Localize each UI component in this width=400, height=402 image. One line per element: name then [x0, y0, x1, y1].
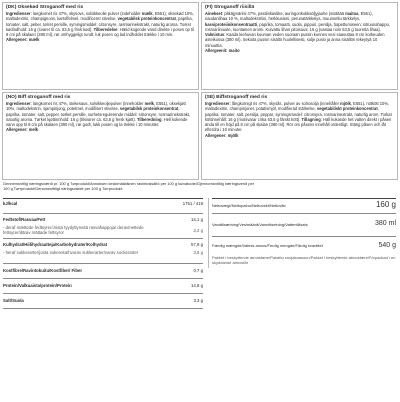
se-text — [205, 101, 394, 133]
dk-title: (DK) Oksekød Stroganoff med ris — [6, 5, 84, 10]
net-weight-row — [212, 199, 396, 213]
pack-text: Pakket i beskyttende atmosfære/Pakattu suojakaasuun/Pakket i beskyttende atmosfære/Förpackad i en skyddande atmosfär — [212, 255, 396, 265]
dk-prep-text: : Hæld kogende vand direkte i posen op til 8 cm på skalaen (380 ml), rør omhyggeligt rundt, luk posen og lad indholdet trække i 10 min. — [6, 26, 194, 38]
nutrition-row — [3, 264, 203, 278]
fi-text — [205, 11, 394, 48]
nutrition-header-line-1: Gennemsnitlig næringsværdi pr. 100 g Tørprodukt/Annoksen keskimääräinen ravintosisältö per 100 g kuivatuote/Gjennomsnittlig næringsverdi per — [3, 181, 255, 186]
ready-value: 540 g — [378, 242, 396, 249]
nutrition-divider — [3, 308, 203, 309]
nutrition-label: Fedtstof/Rasvaa/Fett — [3, 217, 46, 222]
dk-milk: mælk — [141, 11, 153, 16]
no-ingredients-1: : langkornet ris 47%, stekesaus, solsikkeoljepulver (inneholder — [30, 101, 145, 106]
dk-ingredients-3: , paprika, tomater, salt, peber, tørret persille, symingsmiddel: citronsyre, røsmarinekstrakt, naturlig aroma. Tørret kødindhold: 16 g (svarer til ca. 63,5 g frisk kød). — [6, 16, 193, 32]
nutrition-value: 1751 / 419 — [182, 201, 203, 206]
fi-prep-label: Valmistus — [205, 32, 225, 38]
nutrition-table — [3, 198, 203, 309]
side-divider — [208, 198, 209, 268]
fi-veg-protein: kasviproteiinikonsentraatti — [205, 21, 258, 27]
fi-prep-text: : Kaada kiehuvan kuuman veden suoraan pussin kunnes vesi saavuttaa 8 cm korkeuden asteikossa (380 ml). Sekoita pussin sisältö huolellisesti, sulje pussi ja anna sisällön tekeytyä 10 minuuttia. — [205, 32, 385, 48]
dk-ingredients-2: , E551), oksekød 10%, maltodextrin, champignons, kartoffelmel, modificeret stivelse, — [6, 11, 194, 22]
se-ingredients-3: , paprika, tomater, salt, persilja, peppar, syrningsmedel: citronsyra, rosmarinextrakt, naturlig arom. Torkat köttinnehåll: 16 g (motsvarar cirka 63,5 g färskt kött). — [205, 106, 392, 122]
dk-veg-protein: vegetabilsk proteinkoncentrat — [117, 16, 176, 22]
se-milk: mjölk — [340, 101, 351, 106]
ready-row — [212, 237, 396, 255]
se-veg-protein: vegetabiliskt proteinkoncentrat — [316, 106, 378, 112]
water-label: Vandtilsætning/Vesimäärä/Vanntilsetning/Vattentillsats — [212, 222, 308, 227]
nutrition-row — [3, 239, 203, 249]
dk-ingredients-1: : langkornet ris 47%, skysovs, solsikkeolie pulver (indeholder — [30, 11, 142, 16]
nutrition-label: - deraf mættede fedtsyrer/Josta tyydyttyneitä rasvahappoja/ deravmettede fettsyrer/därav mättade fettsyror — [3, 225, 144, 235]
no-milk: melk — [144, 101, 154, 106]
se-prep-label: Tillagning — [301, 116, 321, 122]
nutrition-header — [2, 182, 396, 191]
no-ingredients-label: Ingredienser — [6, 101, 31, 106]
net-weight-value: 160 g — [375, 200, 396, 209]
nutrition-label: kJ/kcal — [3, 201, 18, 206]
fi-panel — [201, 2, 398, 90]
pack-row — [212, 255, 396, 267]
fi-ingredients-3: , paprika, tomaatti, suola, pippuri, persilja, hapettumiseen: sitruunahappo, rosmariiniuute, luontainen aromi. Kuivattu lihan pitoisuus: 16 g (vastaa noin 63,5 g tuoretta lihaa). — [205, 21, 391, 32]
fi-ingredients-1: : pitkäjyväriisi 47%, pastiinkastike, auringonkukkaöljyjauhe (sisältää — [222, 11, 346, 16]
nutrition-value: 2,2 g — [193, 228, 203, 233]
no-allergen: Allergener: melk — [6, 127, 39, 133]
dk-allergen: Allergener: mælk — [6, 37, 40, 43]
nutrition-row — [3, 279, 203, 293]
nutrition-value: 14,8 g — [191, 283, 203, 288]
nutrition-value: 3,6 g — [193, 250, 203, 255]
nutrition-row — [3, 249, 203, 263]
fi-ingredients-label: Ainekset — [205, 11, 223, 16]
nutrition-row — [3, 214, 203, 224]
nutrition-value: 14,1 g — [191, 217, 203, 222]
nutrition-label: Protein/Valkuaista/protein/Protein — [3, 283, 72, 288]
se-ingredients-1: : långkornigt ris 47%, skysås, pulver av solrosolja (innehåller — [229, 101, 341, 106]
se-prep-text: : Häll kokande het vatten direkt i påsen ända till en höjd på 8 cm på skalan (380 ml). Rör om påsens innehåll ordentligt. Stäng påsen och låt efterdra i 10 minuter. — [205, 116, 392, 133]
se-ingredients-2: , E551), nötkött 10%, maltodextrin, champinjoner, potatismjöl, modifierad stärkelse, — [205, 101, 390, 112]
no-panel — [2, 92, 199, 180]
no-ingredients-3: , paprika, tomater, salt, pepper, tørket persille, surhetsregulerende middel: sitronsyre, rosmarinekstrakt, naturlig aroma. Tørket kjøttinnhold: 16 g (tilsvarer ca. 63,5 g fersk kjøtt). — [6, 106, 191, 122]
nutrition-label: Kulhydrat/Hiilihydraatteja/Karbohydrater/Kolhydrat — [3, 242, 108, 247]
water-row — [212, 214, 396, 236]
no-prep-text: : Hell kokende vann opp til 8 cm på skalaen (380 ml), rør godt, lukk posen og la trekke i 10 minutter. — [6, 116, 188, 128]
nutrition-value: 3,3 g — [193, 298, 203, 303]
nutrition-label: Kostfibre/Ravintokuitu/Kostfiber/ Fiber — [3, 268, 83, 273]
no-veg-protein: vegetabilsk proteinkonsentrat — [120, 106, 179, 112]
se-allergen: Allergener: mjölk — [205, 132, 239, 138]
nutrition-header-line-2: 100 g Tørrprodukt/Genomsnittligt näringsvärde per 100 g Torrprodukt: — [3, 185, 123, 191]
no-text — [6, 101, 195, 127]
fi-milk: maitoa — [345, 11, 359, 16]
dk-text — [6, 11, 195, 37]
net-weight-label: Nettovægt/Nettopaino/Nettovekt/Nettovikt — [212, 203, 286, 208]
water-value: 380 ml — [374, 220, 396, 227]
no-prep-label: Tilberedning — [136, 116, 162, 122]
nutrition-section — [2, 182, 396, 402]
no-ingredients-2: , E551), oksekjøtt 10%, maltodekstrin, sjampinjong, potetmel, modifisert stivelse, — [6, 101, 186, 112]
fi-allergen: Allergeenit: maito — [205, 48, 240, 54]
no-title: (NO) Biff stroganoff med ris — [6, 95, 71, 100]
fi-ingredients-2: , E551), naudanlihaa 10 %, maltodekstriini, herkkusieni, perunatärkkelys, muunneltu tärkkelys, — [205, 11, 373, 22]
dk-ingredients-label: Ingredienser — [6, 11, 31, 16]
dk-panel — [2, 2, 199, 90]
nutrition-label: Salt/Suola — [3, 298, 24, 303]
nutrition-row — [3, 294, 203, 308]
se-title: (SE) Biffstroganoff med ris — [205, 95, 268, 100]
dk-prep-label: Tilberedelse — [93, 26, 118, 32]
se-ingredients-label: Ingredienser — [205, 101, 230, 106]
nutrition-row — [3, 224, 203, 238]
nutrition-row — [3, 199, 203, 213]
nutrition-value: 0,7 g — [193, 268, 203, 273]
fi-title: (FI) Stroganoff riisillä — [205, 5, 255, 10]
package-info — [212, 198, 396, 267]
nutrition-label: - heraf sukkerarter/josta sokereita/hvorav sukkerarter/varav sockerarter — [3, 250, 139, 255]
se-panel — [201, 92, 398, 180]
ready-label: Færdig mængde/Valmis annos/Ferdig mengde/Färdig kvantitet — [212, 243, 323, 248]
nutrition-value: 57,9 g — [191, 242, 203, 247]
